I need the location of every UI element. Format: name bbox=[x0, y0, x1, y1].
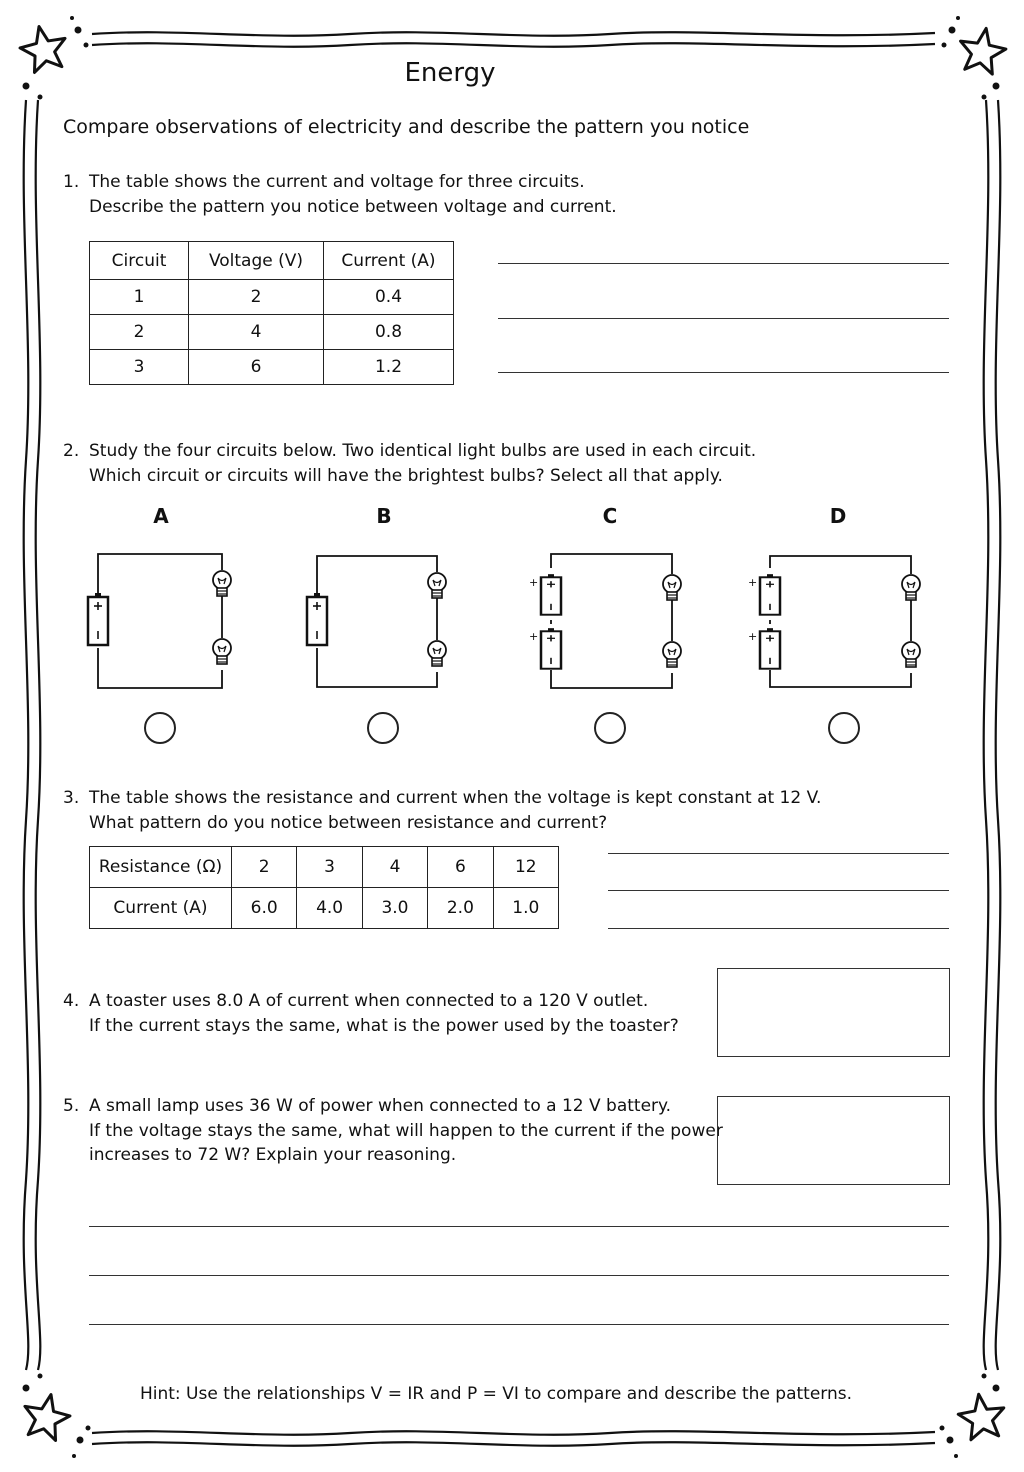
answer-line[interactable] bbox=[498, 263, 949, 264]
circuit-diagrams bbox=[0, 540, 1024, 700]
answer-line[interactable] bbox=[498, 318, 949, 319]
table-row: 1 2 0.4 bbox=[90, 280, 454, 315]
circuit-label-c: C bbox=[602, 504, 618, 528]
question-4: 4. A toaster uses 8.0 A of current when connected to a 120 V outlet. If the current stays the same, what is the power used by the toaster? bbox=[63, 991, 679, 1036]
plus-sign: + bbox=[748, 576, 758, 589]
voltage-current-table bbox=[89, 241, 454, 385]
worksheet-title: Energy bbox=[404, 58, 496, 88]
plus-sign: + bbox=[529, 630, 539, 643]
answer-line[interactable] bbox=[89, 1226, 949, 1227]
table-row: Resistance (Ω) 2 3 4 6 12 bbox=[90, 847, 559, 888]
answer-box-q4[interactable] bbox=[717, 968, 950, 1057]
circuit-a-diagram bbox=[88, 554, 231, 688]
table-row: 3 6 1.2 bbox=[90, 350, 454, 385]
answer-line[interactable] bbox=[89, 1275, 949, 1276]
circuit-label-d: D bbox=[829, 504, 847, 528]
plus-sign: + bbox=[529, 576, 539, 589]
circuit-b-diagram bbox=[307, 556, 446, 687]
question-5: 5. A small lamp uses 36 W of power when connected to a 12 V battery. If the voltage stays the same, what will happen to the current if the power increases to 72 W? Explain your reasoning. bbox=[63, 1096, 723, 1165]
table-row: Current (A) 6.0 4.0 3.0 2.0 1.0 bbox=[90, 888, 559, 929]
radio-circuit-c[interactable] bbox=[594, 712, 626, 744]
answer-line[interactable] bbox=[608, 890, 949, 891]
question-1: 1. The table shows the current and voltage for three circuits. Describe the pattern you notice between voltage and current. bbox=[63, 172, 617, 217]
radio-circuit-b[interactable] bbox=[367, 712, 399, 744]
radio-circuit-d[interactable] bbox=[828, 712, 860, 744]
question-2: 2. Study the four circuits below. Two identical light bulbs are used in each circuit. Which circuit or circuits will have the brightest bulbs? Select all that apply. bbox=[63, 441, 757, 486]
circuit-label-a: A bbox=[153, 504, 169, 528]
radio-circuit-a[interactable] bbox=[144, 712, 176, 744]
question-3: 3. The table shows the resistance and current when the voltage is kept constant at 12 V. What pattern do you notice between resistance and current? bbox=[63, 788, 822, 833]
table-header-row: Circuit Voltage (V) Current (A) bbox=[90, 242, 454, 280]
answer-line[interactable] bbox=[89, 1324, 949, 1325]
star-icon bbox=[956, 24, 1009, 75]
hint-text: Hint: Use the relationships V = IR and P = VI to compare and describe the patterns. bbox=[139, 1384, 853, 1404]
circuit-d-diagram bbox=[760, 556, 920, 687]
answer-line[interactable] bbox=[498, 372, 949, 373]
plus-sign: + bbox=[748, 630, 758, 643]
circuit-label-b: B bbox=[376, 504, 392, 528]
circuit-c-diagram bbox=[541, 554, 681, 688]
answer-line[interactable] bbox=[608, 853, 949, 854]
answer-line[interactable] bbox=[608, 928, 949, 929]
resistance-current-table bbox=[89, 846, 559, 929]
table-row: 2 4 0.8 bbox=[90, 315, 454, 350]
worksheet-heading: Compare observations of electricity and describe the pattern you notice bbox=[63, 116, 750, 138]
answer-box-q5[interactable] bbox=[717, 1096, 950, 1185]
